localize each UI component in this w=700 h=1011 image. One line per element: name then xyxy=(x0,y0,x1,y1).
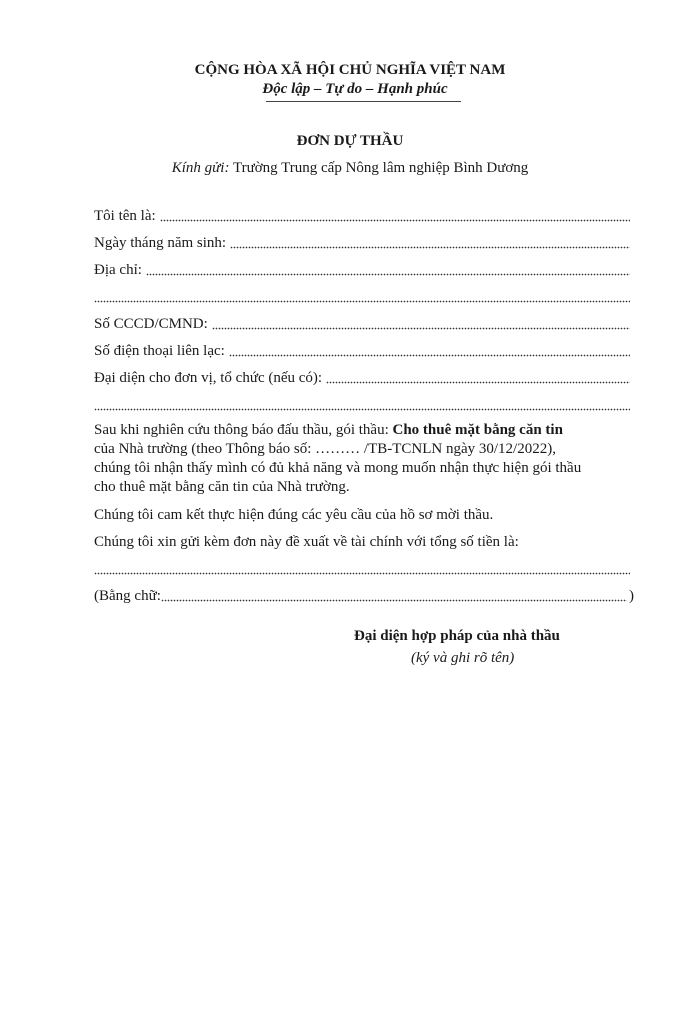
recipient-name: Trường Trung cấp Nông lâm nghiệp Bình Dương xyxy=(232,160,529,176)
name-blank xyxy=(160,207,630,222)
recipient-line xyxy=(0,160,700,177)
paragraph-commitment: Chúng tôi cam kết thực hiện đúng các yêu cầu của hồ sơ mời thầu. xyxy=(94,507,494,523)
address-label: Địa chỉ: xyxy=(94,262,142,278)
dob-field xyxy=(94,232,630,252)
address-field xyxy=(94,259,630,279)
package-name: Cho thuê mặt bằng căn tin xyxy=(392,422,563,438)
amount-blank xyxy=(94,560,630,575)
dob-label: Ngày tháng năm sinh: xyxy=(94,235,227,251)
name-label: Tôi tên là: xyxy=(94,208,156,224)
words-label: (Bằng chữ: xyxy=(94,588,161,604)
signature-note: (ký và ghi rõ tên) xyxy=(411,650,515,666)
dob-blank xyxy=(230,234,630,249)
id-label: Số CCCD/CMND: xyxy=(94,316,208,332)
address-continuation xyxy=(94,286,630,306)
phone-field xyxy=(94,340,630,360)
phone-label: Số điện thoại liên lạc: xyxy=(94,343,225,359)
name-field xyxy=(94,205,630,225)
p1-line-4: cho thuê mặt bằng căn tin của Nhà trường. xyxy=(94,479,350,495)
p1-line-2: của Nhà trường (theo Thông báo số: ……… /TB-TCNLN ngày 30/12/2022), xyxy=(94,441,556,457)
national-title: CỘNG HÒA XÃ HỘI CHỦ NGHĨA VIỆT NAM xyxy=(194,62,506,78)
words-blank xyxy=(161,587,627,602)
words-close: ) xyxy=(629,588,634,604)
org-label: Đại diện cho đơn vị, tổ chức (nếu có): xyxy=(94,370,323,386)
paragraph-financial: Chúng tôi xin gửi kèm đơn này đề xuất về tài chính với tổng số tiền là: xyxy=(94,534,519,550)
org-continuation xyxy=(94,394,630,414)
id-field xyxy=(94,313,630,333)
org-field xyxy=(94,367,630,387)
amount-blank-line xyxy=(94,558,630,578)
org-blank-2 xyxy=(94,396,630,411)
form-title: ĐƠN DỰ THẦU xyxy=(296,133,404,149)
recipient-prefix: Kính gửi: xyxy=(171,160,230,176)
amount-in-words-field xyxy=(94,585,634,605)
address-blank-2 xyxy=(94,288,630,303)
motto: Độc lập – Tự do – Hạnh phúc xyxy=(262,81,448,97)
org-blank xyxy=(326,369,630,384)
address-blank xyxy=(146,261,630,276)
phone-blank xyxy=(229,342,630,357)
motto-underline xyxy=(266,101,461,102)
signature-title: Đại diện hợp pháp của nhà thầu xyxy=(354,628,560,644)
p1-line-3: chúng tôi nhận thấy mình có đủ khả năng và mong muốn nhận thực hiện gói thầu xyxy=(94,460,582,476)
paragraph-bid-intent xyxy=(94,421,634,497)
p1-line-1 xyxy=(94,421,634,440)
id-blank xyxy=(212,315,630,330)
p1-line-1-prefix: Sau khi nghiên cứu thông báo đấu thầu, gói thầu: xyxy=(94,422,389,438)
